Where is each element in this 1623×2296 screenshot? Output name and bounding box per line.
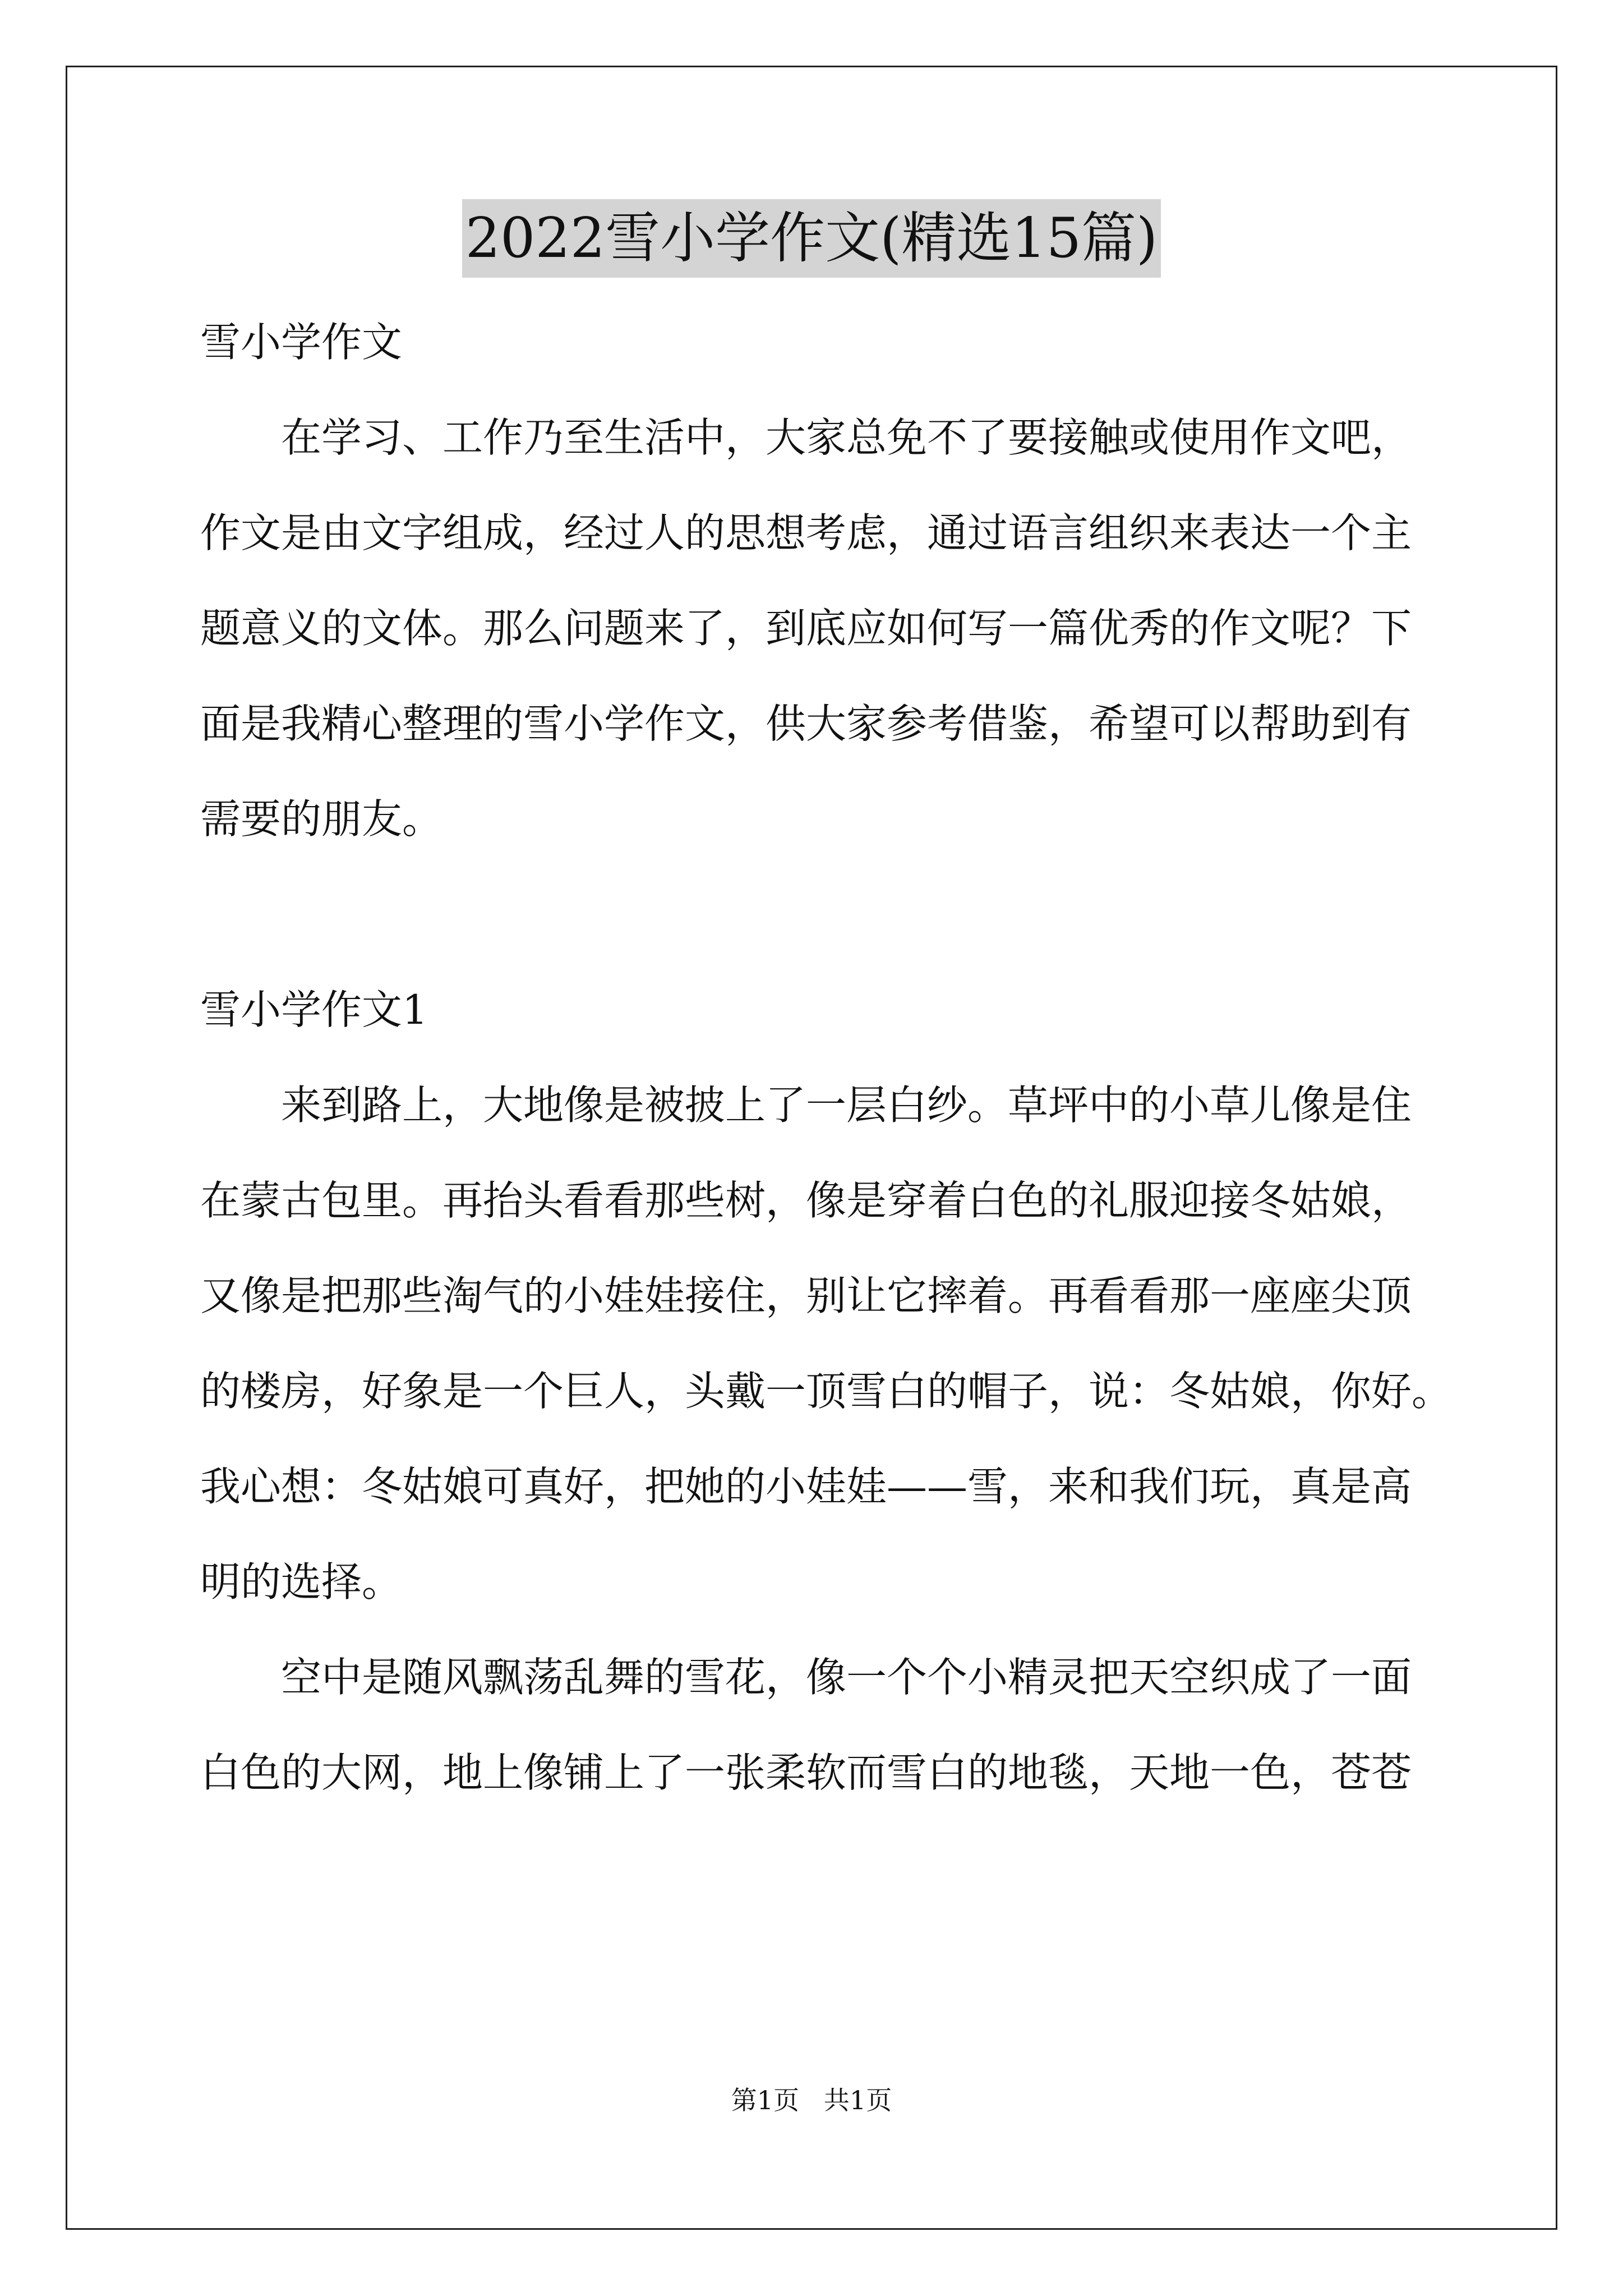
intro-line: 在学习、工作乃至生活中，大家总免不了要接触或使用作文吧， <box>281 414 1412 461</box>
document-title: 2022雪小学作文(精选15篇) <box>462 199 1161 278</box>
paragraph-line: 白色的大网，地上像铺上了一张柔软而雪白的地毯，天地一色，苍苍 <box>200 1749 1412 1796</box>
paragraph-line: 明的选择。 <box>200 1558 403 1605</box>
intro-line: 作文是由文字组成，经过人的思想考虑，通过语言组织来表达一个主 <box>200 509 1412 556</box>
paragraph-line: 空中是随风飘荡乱舞的雪花，像一个个小精灵把天空织成了一面 <box>281 1654 1412 1701</box>
title-area <box>0 199 1623 278</box>
paragraph-line: 在蒙古包里。再抬头看看那些树，像是穿着白色的礼服迎接冬姑娘， <box>200 1177 1412 1224</box>
paragraph-line: 又像是把那些淘气的小娃娃接住，别让它摔着。再看看那一座座尖顶 <box>200 1272 1412 1319</box>
page-footer: 第1页 共1页 <box>731 2085 892 2115</box>
section-spacer <box>200 886 1434 982</box>
document-body <box>200 314 1453 1840</box>
intro-line: 题意义的文体。那么问题来了，到底应如何写一篇优秀的作文呢？下 <box>200 605 1412 652</box>
intro-line: 需要的朋友。 <box>200 795 443 843</box>
paragraph-line: 我心想：冬姑娘可真好，把她的小娃娃——雪，来和我们玩，真是高 <box>200 1463 1412 1510</box>
paragraph-line: 的楼房，好象是一个巨人，头戴一顶雪白的帽子，说：冬姑娘，你好。 <box>200 1368 1453 1415</box>
paragraph-line: 来到路上，大地像是被披上了一层白纱。草坪中的小草儿像是住 <box>281 1082 1412 1129</box>
intro-heading: 雪小学作文 <box>200 319 403 366</box>
intro-line: 面是我精心整理的雪小学作文，供大家参考借鉴，希望可以帮助到有 <box>200 700 1412 747</box>
section-heading: 雪小学作文1 <box>200 986 428 1033</box>
